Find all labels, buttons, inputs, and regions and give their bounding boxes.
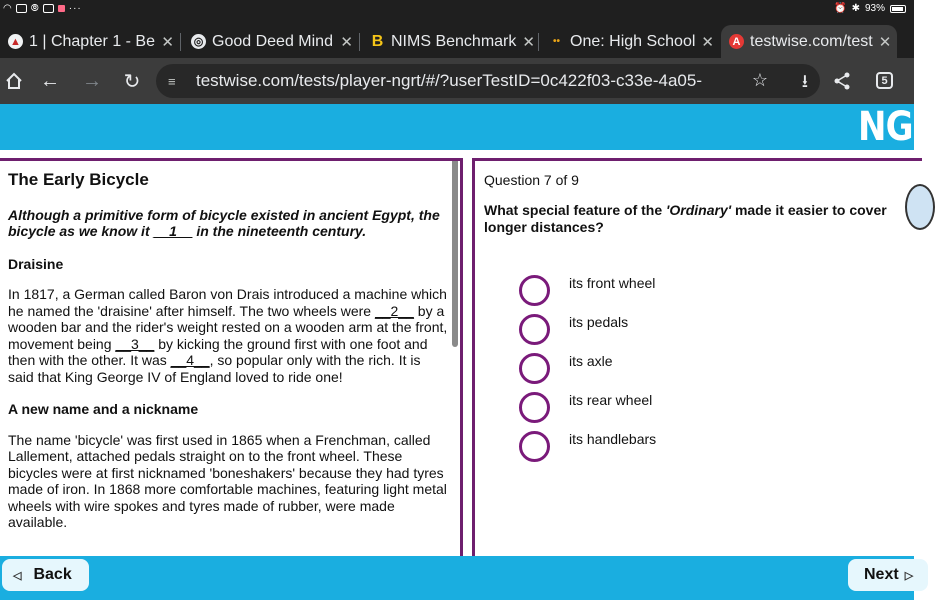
triangle-left-icon: ◁	[13, 569, 22, 582]
tab-separator	[538, 33, 539, 51]
footer-bar	[0, 556, 914, 600]
status-icons-right	[834, 3, 906, 14]
section-heading-draisine: Draisine	[8, 255, 64, 272]
passage-panel[interactable]	[0, 158, 463, 558]
question-text	[484, 202, 924, 236]
school-icon: ••	[552, 36, 560, 47]
section-heading-new-name: A new name and a nickname	[8, 401, 199, 417]
tab-nims-benchmark[interactable]	[362, 25, 538, 58]
close-icon[interactable]: ✕	[522, 33, 535, 51]
option-label[interactable]: its axle	[569, 353, 613, 369]
back-nav-button[interactable]	[36, 67, 64, 95]
reload-icon: ↻	[123, 70, 141, 93]
tab-label: One: High School	[570, 32, 696, 50]
url-text[interactable]: testwise.com/tests/player-ngrt/#/?userTestID=0c422f03-c33e-4a05-	[196, 71, 702, 90]
tab-good-deed-mind[interactable]	[183, 25, 359, 58]
paragraph-draisine	[8, 286, 448, 385]
app-badge-icon	[58, 5, 65, 12]
question-emphasis: 'Ordinary'	[666, 202, 732, 218]
gap-1: __1__	[153, 223, 193, 239]
passage-scrollbar[interactable]	[452, 161, 458, 347]
forward-nav-button[interactable]	[78, 67, 106, 95]
back-label: Back	[33, 566, 72, 583]
tab-switcher-button[interactable]: 5	[876, 72, 893, 89]
answer-option[interactable]	[519, 388, 653, 427]
radio-button[interactable]	[519, 431, 550, 462]
paragraph-text: by kicking the ground first with one foot and then with the other. It was	[8, 335, 428, 368]
option-label[interactable]: its pedals	[569, 314, 629, 330]
gap-4: __4__	[170, 352, 210, 368]
radio-button[interactable]	[519, 392, 550, 423]
mail-icon	[16, 4, 27, 13]
page-header	[0, 104, 938, 150]
question-counter: Question 7 of 9	[484, 172, 579, 188]
radio-button[interactable]	[519, 353, 550, 384]
answer-option[interactable]	[519, 271, 656, 310]
side-panel-handle[interactable]	[905, 184, 935, 230]
battery-icon	[890, 5, 906, 13]
passage-lead	[8, 207, 448, 240]
paragraph-text: , so popular only with the rich. It is said that King George IV of England loved to ride one!	[8, 352, 421, 385]
app-icon: ⦾	[30, 3, 39, 14]
question-text-part: made it easier to cover longer distances?	[484, 202, 887, 235]
tab-label: Good Deed Mind	[212, 32, 333, 50]
option-label[interactable]: its handlebars	[569, 431, 657, 447]
arrow-right-icon: →	[82, 69, 102, 92]
share-button[interactable]	[828, 67, 856, 95]
triangle-right-icon: ▷	[904, 569, 914, 582]
reload-button[interactable]	[118, 67, 146, 95]
close-icon[interactable]: ✕	[878, 33, 892, 51]
tab-label: NIMS Benchmark	[391, 32, 517, 50]
next-button[interactable]	[848, 559, 928, 591]
share-icon	[832, 71, 852, 91]
cake-icon: ▲	[8, 34, 23, 49]
tab-separator	[359, 33, 360, 51]
answer-options	[519, 271, 657, 466]
tab-label: 1 | Chapter 1 - Be	[29, 32, 155, 50]
lead-text: in the nineteenth century.	[192, 223, 367, 239]
tab-chapter-1[interactable]	[0, 25, 180, 58]
b-logo-icon: B	[371, 32, 384, 50]
site-settings-icon[interactable]: ≡	[168, 73, 176, 89]
tab-separator	[180, 33, 181, 51]
address-bar[interactable]	[156, 64, 820, 98]
notification-icon	[43, 4, 54, 13]
browser-toolbar	[0, 58, 914, 104]
tab-testwise[interactable]	[721, 25, 897, 58]
bookmark-star-icon[interactable]: ☆	[751, 70, 768, 90]
answer-option[interactable]	[519, 427, 657, 466]
radio-button[interactable]	[519, 314, 550, 345]
gap-2: __2__	[374, 302, 414, 319]
wifi-icon: ◠	[3, 3, 12, 14]
battery-percent: 93%	[864, 3, 885, 14]
back-button[interactable]	[2, 559, 89, 591]
passage-title: The Early Bicycle	[8, 170, 149, 189]
status-icons-left	[3, 3, 82, 14]
target-icon: ◎	[191, 34, 206, 49]
tab-label: testwise.com/test	[750, 32, 873, 50]
tab-one-high-school[interactable]	[541, 25, 717, 58]
next-label: Next	[864, 566, 899, 583]
close-icon[interactable]: ✕	[161, 33, 174, 51]
status-bar	[0, 0, 914, 21]
brand-logo: NGR	[858, 104, 938, 150]
paragraph-new-name: The name 'bicycle' was first used in 1865 when a Frenchman, called Lallement, attached pedals straight on to the front wheel. These bicycles were at first nicknamed 'boneshakers' because they had tyres made of iron. In 1868 more comfortable machines, featuring light metal wheels with wire spokes and tyres made of rubber, were made available.	[8, 431, 447, 530]
question-panel	[472, 158, 922, 558]
browser-tab-strip	[0, 21, 914, 58]
paragraph-text: by a wooden bar and the rider's weight rested on a wooden arm at the front, movement being	[8, 302, 448, 352]
home-icon	[4, 71, 24, 91]
lead-text: Although a primitive form of bicycle existed in ancient Egypt, the bicycle as we know it	[8, 206, 440, 239]
option-label[interactable]: its rear wheel	[569, 392, 653, 408]
more-notifications: ···	[68, 3, 82, 14]
arrow-left-icon: ←	[40, 69, 60, 92]
answer-option[interactable]	[519, 349, 613, 388]
home-button[interactable]	[0, 67, 28, 95]
gap-3: __3__	[115, 335, 155, 352]
answer-option[interactable]	[519, 310, 629, 349]
download-icon[interactable]: ⭳	[801, 71, 808, 91]
radio-button[interactable]	[519, 275, 550, 306]
option-label[interactable]: its front wheel	[569, 275, 656, 291]
angular-icon: A	[729, 34, 744, 49]
alarm-icon: ⏰	[834, 3, 847, 14]
close-icon[interactable]: ✕	[340, 33, 353, 51]
question-text-part: What special feature of the	[484, 202, 667, 218]
passage-content	[8, 171, 448, 547]
close-icon[interactable]: ✕	[701, 33, 714, 51]
bluetooth-icon: ✱	[851, 3, 860, 14]
paragraph-text: In 1817, a German called Baron von Drais introduced a machine which he named the 'draisine' after himself. The two wheels were	[8, 286, 447, 319]
